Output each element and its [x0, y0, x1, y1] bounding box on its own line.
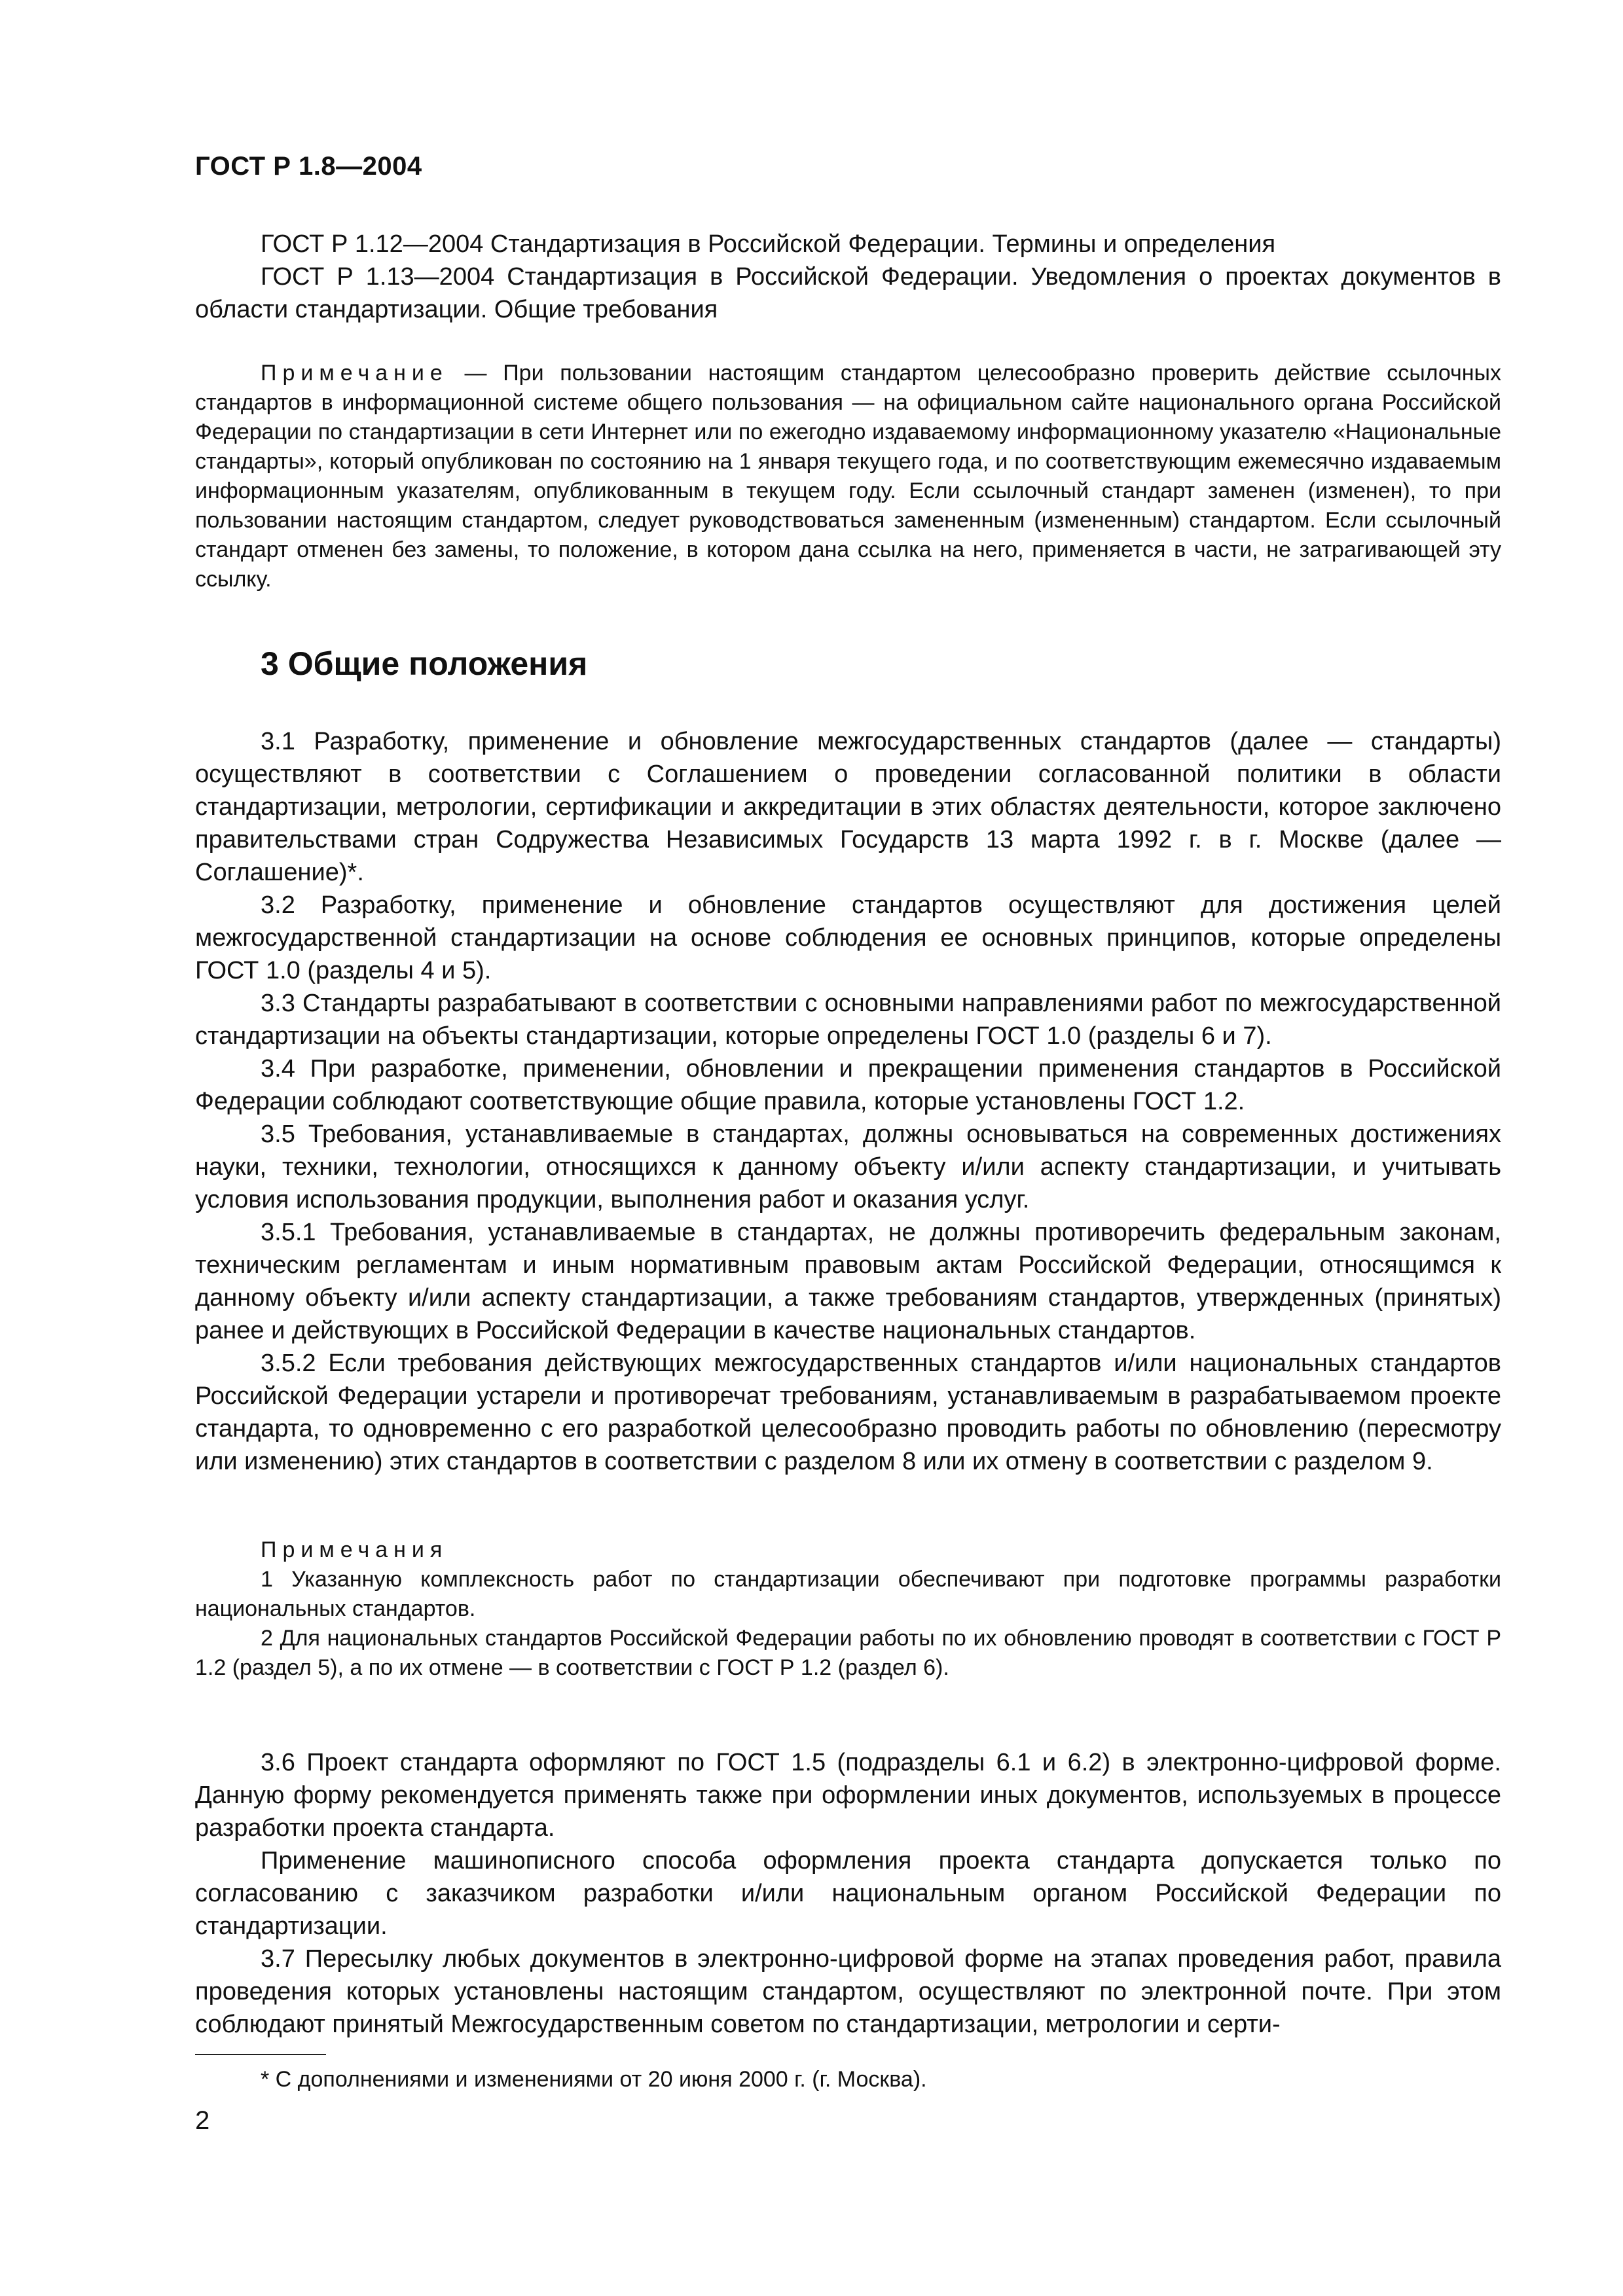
clause-3-6-extra: Применение машинописного способа оформления проекта стандарта допускается только по согласованию с заказчиком разработки и/или национальным органом Российской Федерации по стандартизации. — [195, 1847, 1501, 1940]
note-text: — При пользовании настоящим стандартом целесообразно проверить действие ссылочных стандартов в информационной системе общего пользования — на официальном сайте национального органа Российской Федерации по стандартизации в сети Интернет или по ежегодно издаваемому информационному указателю «Национальные стандарты», который опубликован по состоянию на 1 января текущего года, и по соответствующим ежемесячно издаваемым информационным указателям, опубликованным в текущем году. Если ссылочный стандарт заменен (изменен), то при пользовании настоящим стандартом, следует руководствоваться замененным (измененным) стандартом. Если ссылочный стандарт отменен без замены, то положение, в котором дана ссылка на него, применяется в части, не затрагивающей эту ссылку. — [195, 361, 1501, 592]
references-block — [195, 228, 1501, 326]
note-label: Примечание — [261, 361, 448, 386]
clause-3-6: 3.6 Проект стандарта оформляют по ГОСТ 1.5 (подразделы 6.1 и 6.2) в электронно-цифровой форме. Данную форму рекомендуется применять также при оформлении иных документов, используемых в процессе разработки проекта стандарта. — [195, 1749, 1501, 1842]
note-paragraph — [195, 359, 1501, 594]
page-number: 2 — [195, 2106, 210, 2135]
clause-3-3: 3.3 Стандарты разрабатывают в соответствии с основными направлениями работ по межгосударственной стандартизации на объекты стандартизации, которые определены ГОСТ 1.0 (разделы 6 и 7). — [195, 990, 1501, 1050]
reference-item: ГОСТ Р 1.13—2004 Стандартизация в Российской Федерации. Уведомления о проектах документов в области стандартизации. Общие требования — [195, 263, 1501, 323]
clause-3-2: 3.2 Разработку, применение и обновление стандартов осуществляют для достижения целей межгосударственной стандартизации на основе соблюдения ее основных принципов, которые определены ГОСТ 1.0 (разделы 4 и 5). — [195, 891, 1501, 984]
note-item: 1 Указанную комплексность работ по стандартизации обеспечивают при подготовке программы разработки национальных стандартов. — [195, 1567, 1501, 1621]
clause-3-4: 3.4 При разработке, применении, обновлении и прекращении применения стандартов в Российской Федерации соблюдают соответствующие общие правила, которые установлены ГОСТ 1.2. — [195, 1055, 1501, 1115]
note-block — [195, 359, 1501, 594]
clause-3-5-1: 3.5.1 Требования, устанавливаемые в стандартах, не должны противоречить федеральным законам, техническим регламентам и иным нормативным правовым актам Российской Федерации, относящимся к данному объекту и/или аспекту стандартизации, а также требованиям стандартов, утвержденных (принятых) ранее и действующих в Российской Федерации в качестве национальных стандартов. — [195, 1219, 1501, 1344]
clauses-block-2 — [195, 1746, 1501, 2041]
document-designation: ГОСТ Р 1.8—2004 — [195, 152, 422, 181]
clause-3-1: 3.1 Разработку, применение и обновление межгосударственных стандартов (далее — стандарты) осуществляют в соответствии с Соглашением о проведении согласованной политики в области стандартизации, метрологии, сертификации и аккредитации в этих областях деятельности, которое заключено правительствами стран Содружества Независимых Государств 13 марта 1992 г. в г. Москве (далее — Соглашение)*. — [195, 728, 1501, 886]
notes-heading: Примечания — [261, 1537, 448, 1562]
notes-block — [195, 1535, 1501, 1683]
clauses-block — [195, 725, 1501, 1478]
clause-3-5-2: 3.5.2 Если требования действующих межгосударственных стандартов и/или национальных стандартов Российской Федерации устарели и противоречат требованиям, устанавливаемым в разрабатываемом проекте стандарта, то одновременно с его разработкой целесообразно проводить работы по обновлению (пересмотру или изменению) этих стандартов в соответствии с разделом 8 или их отмену в соответствии с разделом 9. — [195, 1350, 1501, 1475]
clause-3-7: 3.7 Пересылку любых документов в электронно-цифровой форме на этапах проведения работ, правила проведения которых установлены настоящим стандартом, осуществляют по электронной почте. При этом соблюдают принятый Межгосударственным советом по стандартизации, метрологии и серти- — [195, 1945, 1501, 2038]
reference-item: ГОСТ Р 1.12—2004 Стандартизация в Российской Федерации. Термины и определения — [261, 230, 1276, 258]
footnote-divider — [195, 2054, 326, 2055]
clause-3-5: 3.5 Требования, устанавливаемые в стандартах, должны основываться на современных достижениях науки, техники, технологии, относящихся к данному объекту и/или аспекту стандартизации, и учитывать условия использования продукции, выполнения работ и оказания услуг. — [195, 1121, 1501, 1213]
note-item: 2 Для национальных стандартов Российской Федерации работы по их обновлению проводят в соответствии с ГОСТ Р 1.2 (раздел 5), а по их отмене — в соответствии с ГОСТ Р 1.2 (раздел 6). — [195, 1626, 1501, 1680]
footnote: * С дополнениями и изменениями от 20 июня 2000 г. (г. Москва). — [261, 2067, 927, 2092]
section-title: 3 Общие положения — [261, 645, 588, 682]
